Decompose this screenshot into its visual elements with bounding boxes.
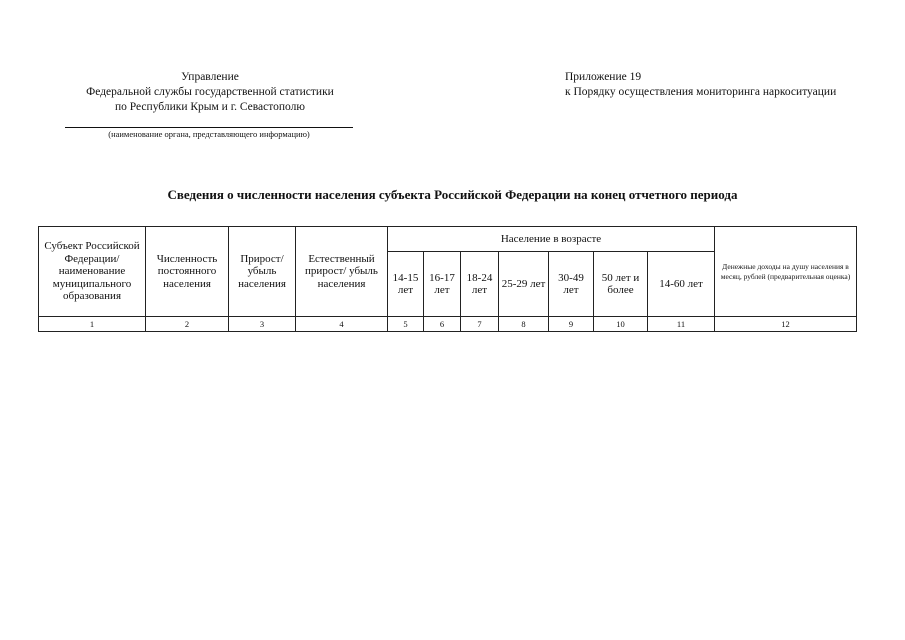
authority-line-1: Управление [181,71,239,83]
appendix-line-2: к Порядку осуществления мониторинга наркоситуации [565,86,837,98]
header-population: Численность постоянного населения [146,227,229,317]
appendix-note [565,70,885,100]
document-title: Сведения о численности населения субъекта Российской Федерации на конец отчетного периода [167,187,738,202]
header-age-14-15: 14-15 лет [388,252,424,317]
appendix-line-1: Приложение 19 [565,71,642,83]
header-age-25-29: 25-29 лет [499,252,549,317]
header-natural-growth: Естественный прирост/ убыль населения [296,227,388,317]
header-growth: Прирост/ убыль населения [229,227,296,317]
column-number: 12 [715,317,857,332]
authority-line-2: Федеральной службы государственной статистики [86,86,334,98]
column-number: 1 [39,317,146,332]
issuing-authority [40,70,380,115]
header-age-30-49: 30-49 лет [549,252,594,317]
column-number: 7 [461,317,499,332]
column-number: 6 [424,317,461,332]
column-number-row [39,317,857,332]
column-number: 4 [296,317,388,332]
column-number: 5 [388,317,424,332]
header-subject: Субъект Российской Федерации/ наименование муниципального образования [39,227,146,317]
column-number: 3 [229,317,296,332]
header-age-50-plus: 50 лет и более [594,252,648,317]
header-age-18-24: 18-24 лет [461,252,499,317]
header-age-16-17: 16-17 лет [424,252,461,317]
column-number: 8 [499,317,549,332]
header-income: Денежные доходы на душу населения в месяц, рублей (предварительная оценка) [715,227,857,317]
authority-line-3: по Республики Крым и г. Севастополю [115,101,305,113]
header-age-group: Население в возрасте [388,227,715,252]
table-header-row [39,227,857,252]
population-table [38,226,857,332]
header-age-14-60: 14-60 лет [648,252,715,317]
column-number: 2 [146,317,229,332]
column-number: 11 [648,317,715,332]
signature-underline [65,127,353,128]
column-number: 9 [549,317,594,332]
underline-caption: (наименование органа, представляющего информацию) [108,129,310,139]
column-number: 10 [594,317,648,332]
